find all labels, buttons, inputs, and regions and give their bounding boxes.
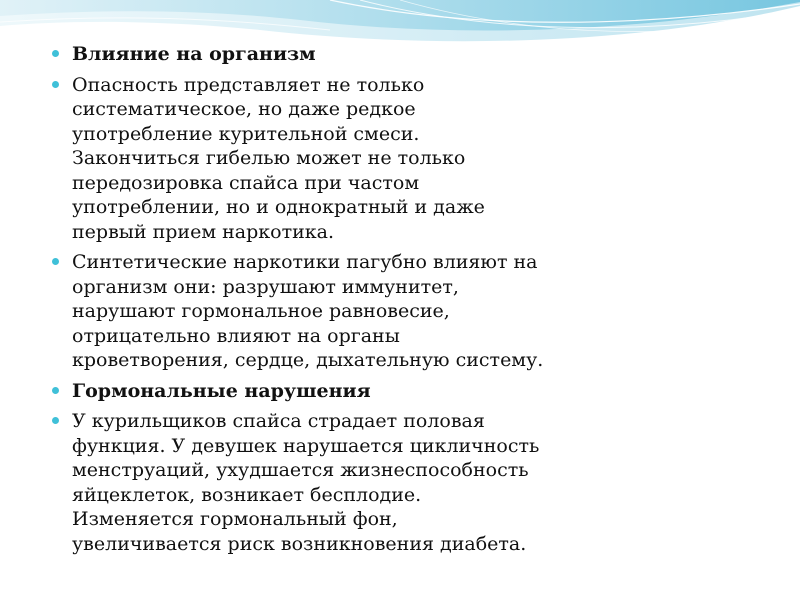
bullet-text: Опасность представляет не только систематическое, но даже редкое употребление курительной смеси. Закончиться гибелью может не только передозировка спайса при частом употреблении, но и однократный и даже первый прием наркотика.	[72, 73, 485, 243]
bullet-list	[52, 42, 612, 556]
bullet-text: У курильщиков спайса страдает половая функция. У девушек нарушается цикличность менструаций, ухудшается жизнеспособность яйцеклеток, возникает бесплодие. Изменяется гормональный фон, увеличивается риск возникновения диабета.	[72, 410, 540, 555]
bullet-item	[52, 409, 612, 556]
bullet-item	[52, 42, 612, 67]
bullet-text: Влияние на организм	[72, 43, 316, 65]
bullet-text: Гормональные нарушения	[72, 379, 371, 402]
bullet-dot-icon	[52, 417, 59, 424]
bullet-item	[52, 379, 612, 404]
slide-content	[52, 42, 612, 562]
bullet-dot-icon	[52, 50, 59, 57]
bullet-dot-icon	[52, 258, 59, 265]
bullet-text: Синтетические наркотики пагубно влияют на организм они: разрушают иммунитет, нарушают гормональное равновесие, отрицательно влияют на органы кроветворения, сердце, дыхательную систему.	[72, 251, 544, 371]
bullet-dot-icon	[52, 387, 59, 394]
bullet-item	[52, 250, 612, 373]
bullet-item	[52, 73, 612, 245]
bullet-dot-icon	[52, 81, 59, 88]
